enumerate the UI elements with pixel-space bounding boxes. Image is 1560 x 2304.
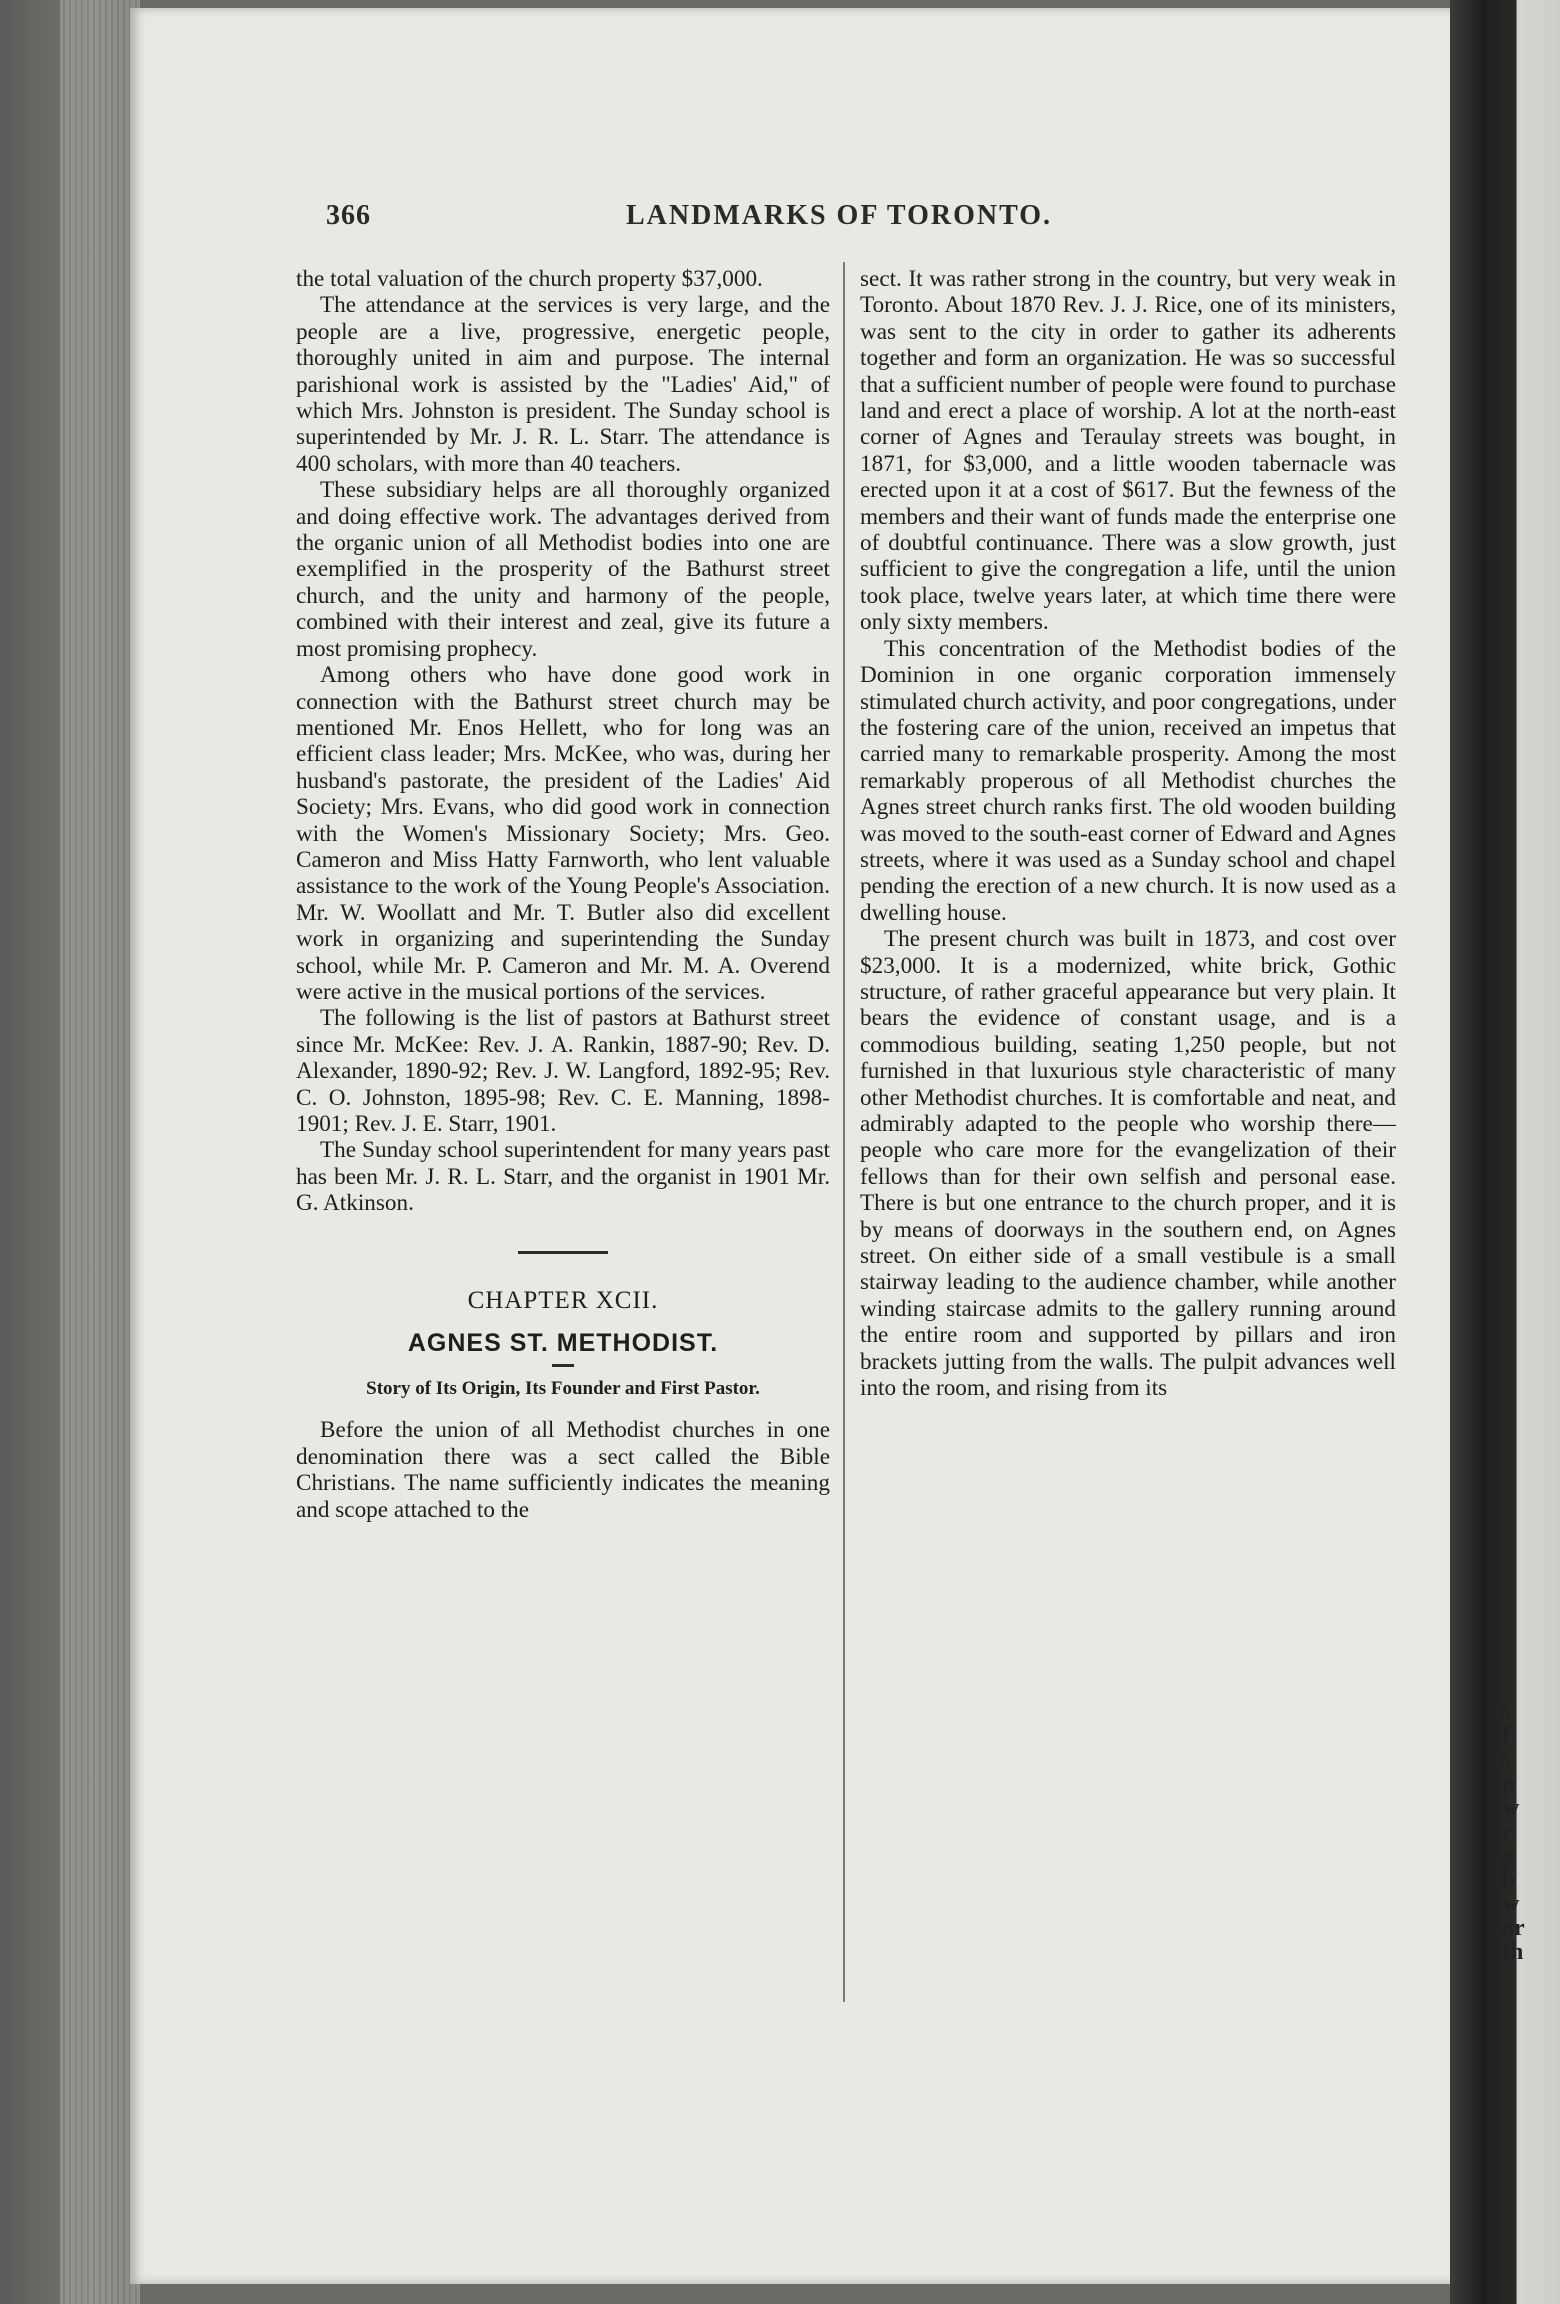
facing-line: w xyxy=(1502,1891,1520,1917)
paragraph: These subsidiary helps are all thoroughly organized and doing effective work. The advantages derived from the organic union of all Methodist bodies into one are exemplified in the prosperity of the Bathurst street church, and the unity and harmony of the people, combined with their interest and zeal, give its future a most promising prophecy. xyxy=(296,477,830,662)
paragraph: The present church was built in 1873, and cost over $23,000. It is a modernized, white brick, Gothic structure, of rather graceful appearance but very plain. It bears the evidence of constant usage, and is a commodious building, seating 1,250 people, but not furnished in that luxurious style characteristic of many other Methodist churches. It is comfortable and neat, and admirably adapted to the people who worship there—people who care more for the evangelization of their fellows than for their own selfish and personal ease. There is but one entrance to the church proper, and it is by means of doorways in the southern end, on Agnes street. On either side of a small vestibule is a small stairway leading to the audience chamber, while another winding staircase admits to the gallery running around the entire room and supported by pillars and iron brackets jutting from the walls. The pulpit advances well into the room, and rising from its xyxy=(860,926,1396,1402)
paragraph: Before the union of all Methodist churches in one denomination there was a sect called the Bible Christians. The name sufficiently indicates the meaning and scope attached to the xyxy=(296,1417,830,1523)
title-dash xyxy=(552,1364,574,1367)
chapter-number: CHAPTER XCII. xyxy=(467,1286,659,1314)
paragraph: the total valuation of the church property $37,000. xyxy=(296,266,763,292)
page-number: 366 xyxy=(326,200,371,231)
chapter-title: AGNES ST. METHODIST. xyxy=(407,1329,719,1358)
left-column xyxy=(296,266,830,1523)
facing-line: w xyxy=(1502,1795,1520,1821)
facing-line: ar xyxy=(1502,1915,1525,1941)
book-page-edges xyxy=(60,0,140,2304)
facing-line: b xyxy=(1502,1867,1516,1893)
running-title: LANDMARKS OF TORONTO. xyxy=(626,200,1053,231)
facing-line: th xyxy=(1502,1939,1524,1965)
section-separator xyxy=(518,1251,608,1254)
running-header xyxy=(326,200,1396,240)
right-column xyxy=(860,266,1396,1401)
chapter-subtitle: Story of Its Origin, Its Founder and First Pastor. xyxy=(366,1378,760,1400)
facing-line: s xyxy=(1502,1699,1512,1725)
facing-line: r xyxy=(1502,1819,1513,1845)
paragraph: sect. It was rather strong in the country, but very weak in Toronto. About 1870 Rev. J. J. Rice, one of its ministers, was sent to the city in order to gather its adherents together and form an organization. He was so successful that a sufficient number of people were found to purchase land and erect a place of worship. A lot at the north-east corner of Agnes and Teraulay streets was bought, in 1871, for $3,000, and a little wooden tabernacle was erected upon it at a cost of $617. But the fewness of the members and their want of funds made the enterprise one of doubtful continuance. There was a slow growth, just sufficient to give the congregation a life, until the union took place, twelve years later, at which time there were only sixty members. xyxy=(860,266,1396,636)
facing-line: f xyxy=(1502,1723,1510,1749)
facing-line: g xyxy=(1502,1843,1514,1869)
paragraph: The following is the list of pastors at Bathurst street since Mr. McKee: Rev. J. A. Rankin, 1887-90; Rev. D. Alexander, 1890-92; Rev. J. W. Langford, 1892-95; Rev. C. O. Johnston, 1895-98; Rev. C. E. Manning, 1898-1901; Rev. J. E. Starr, 1901. xyxy=(296,1005,830,1137)
column-divider xyxy=(843,262,845,2002)
facing-line: p xyxy=(1502,1771,1516,1797)
paragraph: Among others who have done good work in connection with the Bathurst street church may be mentioned Mr. Enos Hellett, who for long was an efficient class leader; Mrs. McKee, who was, during her husband's pastorate, the president of the Ladies' Aid Society; Mrs. Evans, who did good work in connection with the Women's Missionary Society; Mrs. Geo. Cameron and Miss Hatty Farnworth, who lent valuable assistance to the work of the Young People's Association. Mr. W. Woollatt and Mr. T. Butler also did excellent work in organizing and superintending the Sunday school, while Mr. P. Cameron and Mr. M. A. Overend were active in the musical portions of the services. xyxy=(296,662,830,1005)
facing-line: s xyxy=(1502,1747,1512,1773)
facing-page-fragment xyxy=(1502,1700,1560,1964)
paragraph: This concentration of the Methodist bodies of the Dominion in one organic corporation immensely stimulated church activity, and poor congregations, under the fostering care of the union, received an impetus that carried many to remarkable prosperity. Among the most remarkably properous of all Methodist churches the Agnes street church ranks first. The old wooden building was moved to the south-east corner of Edward and Agnes streets, where it was used as a Sunday school and chapel pending the erection of a new church. It is now used as a dwelling house. xyxy=(860,635,1396,926)
paragraph: The Sunday school superintendent for many years past has been Mr. J. R. L. Starr, and the organist in 1901 Mr. G. Atkinson. xyxy=(296,1137,830,1217)
paragraph: The attendance at the services is very large, and the people are a live, progressive, energetic people, thoroughly united in aim and purpose. The internal parishional work is assisted by the "Ladies' Aid," of which Mrs. Johnston is president. The Sunday school is superintended by Mr. J. R. L. Starr. The attendance is 400 scholars, with more than 40 teachers. xyxy=(296,292,830,477)
